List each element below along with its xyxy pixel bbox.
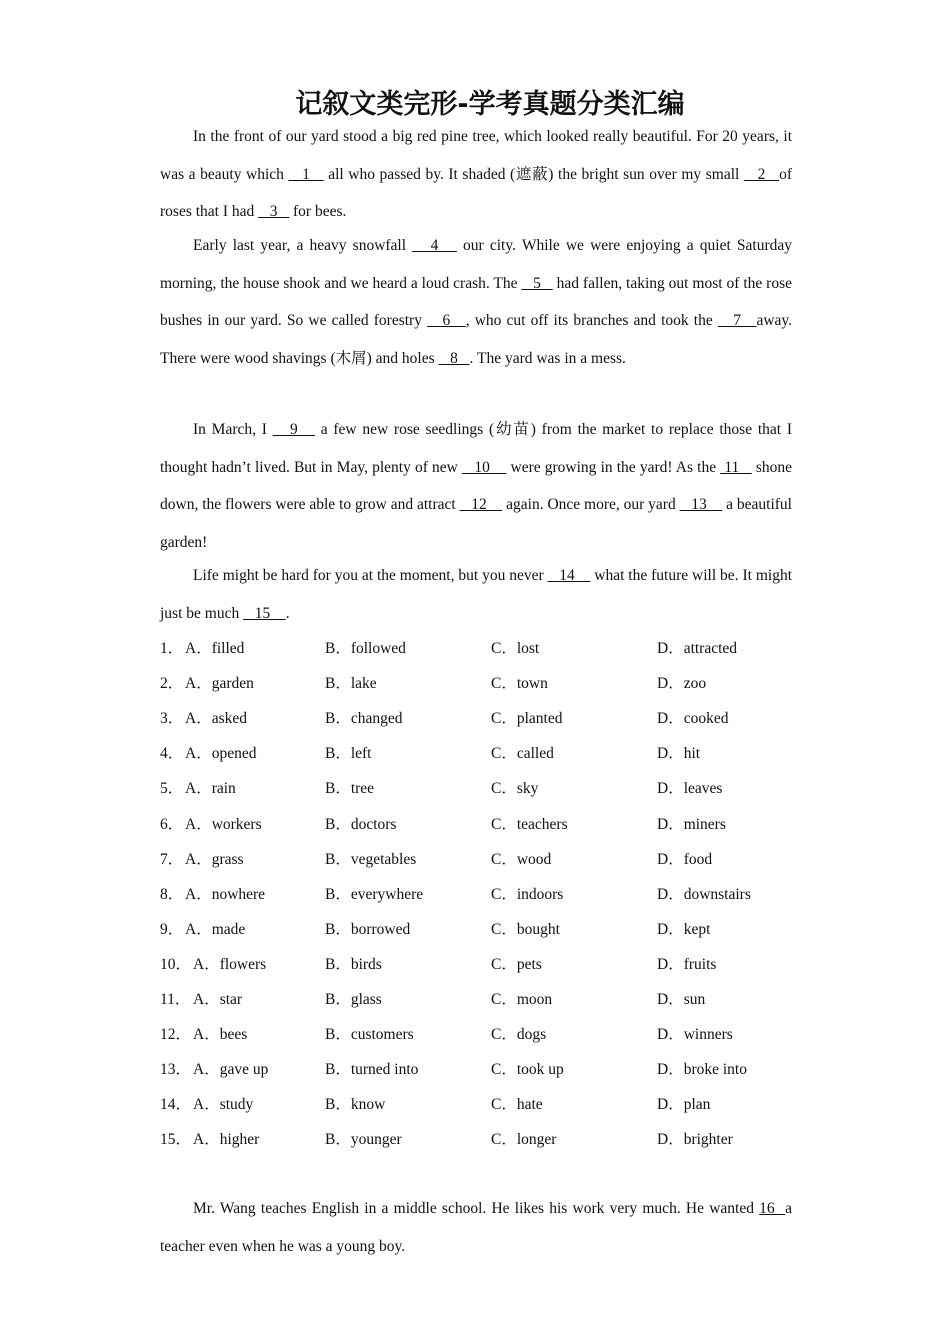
question-number: 5． [160,780,184,798]
option-c[interactable]: C．moon [491,991,553,1008]
question-number: 11． [160,991,191,1008]
passage-text: . The yard was in a mess. [469,349,626,367]
option-c[interactable]: C．sky [491,780,539,798]
option-d[interactable]: D．food [657,850,713,868]
option-c[interactable]: C．called [491,745,554,763]
question-number: 15． [160,1131,192,1149]
option-b[interactable]: B．left [325,745,372,763]
answer-blank: 12 [459,496,503,513]
option-a[interactable]: A．star [193,991,243,1008]
question-row [160,1094,800,1129]
question-number: 4． [160,745,184,763]
question-row [160,1059,800,1094]
option-c[interactable]: C．longer [491,1131,557,1149]
page-title: 记叙文类完形-学考真题分类汇编 [295,89,685,120]
answer-blank: 2 [743,165,780,183]
question-number: 13． [160,1061,192,1079]
option-a[interactable]: A．made [185,920,246,938]
question-row [160,989,800,1024]
option-a[interactable]: A．garden [185,675,254,693]
option-d[interactable]: D．downstairs [657,885,751,903]
option-a[interactable]: A．bees [193,1026,248,1044]
option-d[interactable]: D．brighter [657,1131,733,1149]
answer-blank: 1 [288,165,324,183]
option-d[interactable]: D．broke into [657,1061,747,1079]
option-d[interactable]: D．zoo [657,675,707,693]
option-b[interactable]: B．followed [325,640,406,657]
answer-blank: 11 [720,458,752,476]
option-a[interactable]: A．flowers [193,955,267,973]
question-number: 1． [160,640,184,657]
option-d[interactable]: D．winners [657,1026,733,1044]
option-b[interactable]: B．borrowed [325,920,411,938]
option-a[interactable]: A．study [193,1096,254,1114]
passage-text: again. Once more, our yard [502,496,680,513]
passage-text: In March, I [193,421,273,438]
answer-blank: 14 [547,567,591,584]
passage-text: what the future will be. It might just be much [160,567,793,622]
option-d[interactable]: D．cooked [657,710,729,728]
passage-text: a beautiful garden! [160,496,792,551]
option-a[interactable]: A．asked [185,710,247,728]
passage1-paragraph-3 [160,411,792,561]
passage-text: were growing in the yard! As the [506,458,721,476]
passage-text: . [285,604,290,622]
option-b[interactable]: B．vegetables [325,850,417,868]
passage-text: had fallen, taking out most of the rose bushes in our yard. So we called forestry [160,274,793,329]
option-a[interactable]: A．nowhere [185,885,266,903]
question-row [160,1024,800,1059]
answer-blank: 6 [427,312,466,329]
question-row [160,1129,800,1164]
passage-text: all who passed by. It shaded (遮蔽) the bright sun over my small [323,165,744,183]
option-d[interactable]: D．fruits [657,955,717,973]
option-c[interactable]: C．wood [491,850,552,868]
option-d[interactable]: D．attracted [657,640,738,657]
option-a[interactable]: A．rain [185,780,236,798]
option-b[interactable]: B．everywhere [325,885,424,903]
option-a[interactable]: A．filled [185,640,245,657]
answer-blank: 8 [438,349,470,367]
question-row [160,778,800,813]
question-number: 10． [160,955,192,973]
option-c[interactable]: C．lost [491,640,540,657]
option-b[interactable]: B．doctors [325,815,397,833]
option-d[interactable]: D．plan [657,1096,711,1114]
answer-blank: 9 [272,421,315,438]
option-d[interactable]: D．hit [657,745,701,763]
option-d[interactable]: D．kept [657,920,711,938]
option-c[interactable]: C．dogs [491,1026,547,1044]
option-c[interactable]: C．teachers [491,815,568,833]
option-c[interactable]: C．indoors [491,885,564,903]
question-number: 3． [160,710,184,728]
passage-text: our city. While we were enjoying a quiet Saturday morning, the house shook and we heard a loud crash. The [160,237,793,292]
option-c[interactable]: C．hate [491,1096,543,1114]
option-b[interactable]: B．turned into [325,1061,419,1079]
option-a[interactable]: A．opened [185,745,257,763]
option-b[interactable]: B．customers [325,1026,414,1044]
option-b[interactable]: B．lake [325,675,377,693]
passage-text: for bees. [289,203,347,220]
question-number: 2． [160,675,184,693]
option-b[interactable]: B．younger [325,1131,402,1149]
option-b[interactable]: B．changed [325,710,403,728]
option-c[interactable]: C．pets [491,955,542,973]
question-number: 6． [160,815,184,833]
question-number: 7． [160,850,184,868]
option-c[interactable]: C．planted [491,710,563,728]
option-d[interactable]: D．leaves [657,780,723,798]
passage-text: shone down, the flowers were able to grow and attract [160,458,792,513]
option-a[interactable]: A．grass [185,850,244,868]
passage-text: a teacher even when he was a young boy. [160,1200,792,1255]
question-row [160,638,800,673]
passage-text: Life might be hard for you at the moment, but you never [193,567,548,584]
answer-blank: 4 [412,237,457,254]
question-number: 8． [160,885,184,903]
question-number: 9． [160,920,184,938]
answer-blank: 7 [717,312,757,329]
answer-blank: 10 [461,458,507,476]
passage2-paragraph-1 [160,1190,792,1265]
option-b[interactable]: B．glass [325,991,382,1008]
passage-text: of roses that I had [160,165,792,220]
option-b[interactable]: B．tree [325,780,375,798]
answer-blank: 16 [759,1200,786,1217]
option-a[interactable]: A．workers [185,815,262,833]
question-row [160,673,800,708]
option-d[interactable]: D．miners [657,815,726,833]
question-number: 14． [160,1096,192,1114]
option-a[interactable]: A．gave up [193,1061,269,1079]
passage-text: a few new rose seedlings (幼苗) from the market to replace those that I thought hadn’t lived. But in May, plenty of new [160,421,792,476]
passage-text: , who cut off its branches and took the [465,312,718,329]
answer-blank: 15 [243,604,286,622]
option-c[interactable]: C．took up [491,1061,564,1079]
option-b[interactable]: B．birds [325,955,382,973]
passage-text: Mr. Wang teaches English in a middle school. He likes his work very much. He wanted [193,1200,760,1217]
question-row [160,708,800,743]
option-a[interactable]: A．higher [193,1131,260,1149]
question-number: 12． [160,1026,192,1044]
question-row [160,743,800,778]
option-c[interactable]: C．town [491,675,548,693]
passage-text: away. There were wood shavings (木屑) and holes [160,312,793,367]
question-row [160,814,800,849]
passage-text: Early last year, a heavy snowfall [193,237,413,254]
option-d[interactable]: D．sun [657,991,706,1008]
option-b[interactable]: B．know [325,1096,386,1114]
answer-blank: 3 [258,203,290,220]
question-row [160,919,800,954]
answer-blank: 13 [679,496,723,513]
passage-text: In the front of our yard stood a big red pine tree, which looked really beautiful. For 20 years, it was a beauty which [160,128,792,183]
question-row [160,849,800,884]
answer-blank: 5 [521,274,553,292]
passage1-paragraph-1 [160,118,792,231]
option-c[interactable]: C．bought [491,920,560,938]
question-row [160,954,800,989]
passage1-paragraph-2 [160,227,792,377]
question-row [160,884,800,919]
passage1-paragraph-4 [160,557,792,632]
